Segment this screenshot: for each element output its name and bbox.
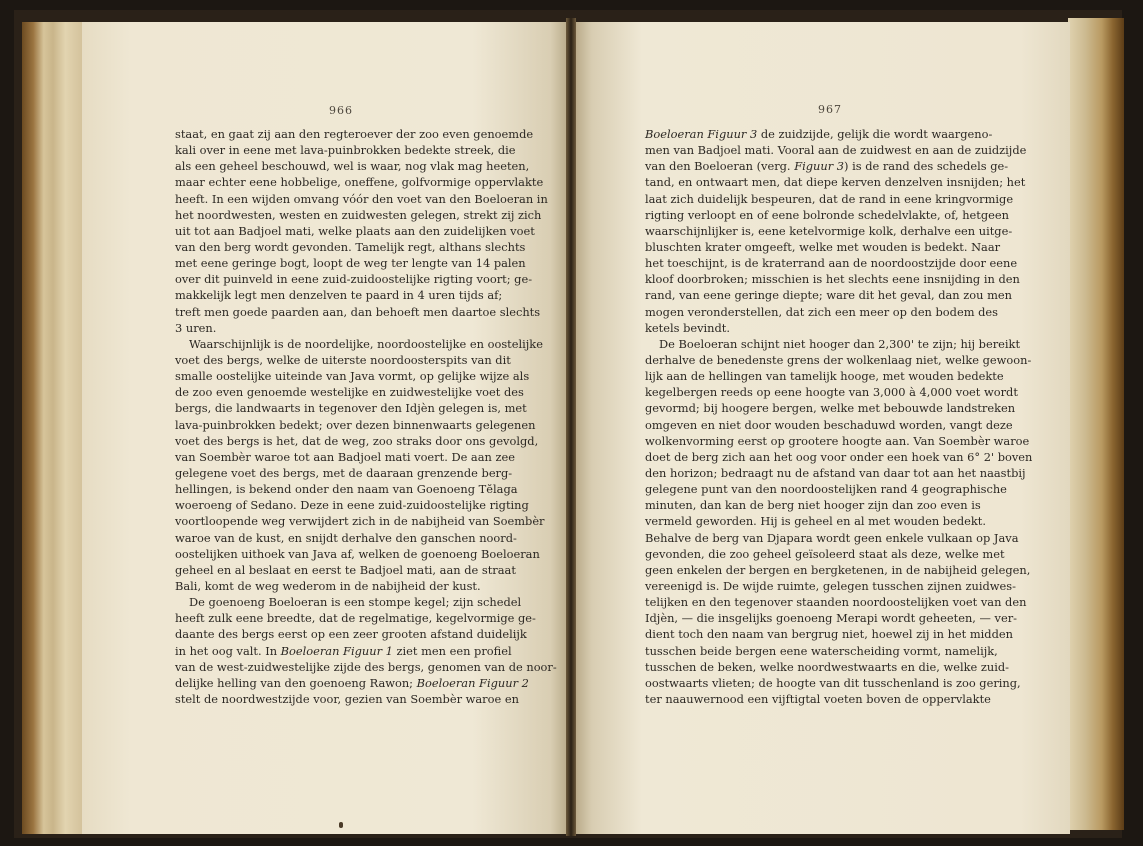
text-line: woeroeng of Sedano. Deze in eene zuid-zuidoostelijke rigting (175, 498, 529, 513)
text-line: bluschten krater omgeeft, welke met wouden is bedekt. Naar (645, 239, 1001, 254)
book-gutter (566, 18, 576, 836)
text-line: kloof doorbroken; misschien is het slechts eene insnijding in den (645, 272, 1020, 287)
right-page-body (645, 126, 1033, 707)
text-line: vereenigd is. De wijde ruimte, gelegen tusschen zijnen zuidwes- (645, 578, 1016, 593)
text-line: kali over in eene met lava-puinbrokken bedekte streek, die (175, 143, 516, 158)
text-line: hellingen, is bekend onder den naam van Goenoeng Tĕlaga (175, 482, 518, 497)
text-line: Waarschijnlijk is de noordelijke, noordoostelijke en oostelijke (189, 336, 543, 351)
figure-reference: Boeloeran Figuur 3 (645, 127, 758, 141)
text-line: dient toch den naam van bergrug niet, hoewel zij in het midden (645, 627, 1013, 642)
text-line (175, 643, 512, 659)
text-fragment: ziet men een profiel (392, 643, 512, 658)
text-fragment: delijke helling van den goenoeng Rawon; (175, 675, 417, 690)
text-line: makkelijk legt men denzelven te paard in 4 uren tijds af; (175, 288, 503, 303)
text-line: waroe van de kust, en snijdt derhalve den ganschen noord- (175, 530, 517, 545)
figure-reference: Figuur 3 (794, 159, 845, 174)
text-line: smalle oostelijke uiteinde van Java vormt, op gelijke wijze als (175, 369, 530, 384)
text-line: rigting verloopt en of eene bolronde schedelvlakte, of, hetgeen (645, 207, 1009, 222)
text-line: voet des bergs, welke de uiterste noordoosterspits van dit (175, 352, 511, 367)
text-line: kegelbergen reeds op eene hoogte van 3,000 à 4,000 voet wordt (645, 385, 1018, 400)
text-line: oostelijken uithoek van Java af, welken de goenoeng Boeloeran (175, 546, 540, 561)
left-page-number: 966 (329, 104, 353, 117)
text-line: men van Badjoel mati. Vooral aan de zuidwest en aan de zuidzijde (645, 143, 1027, 158)
page-edges-left (22, 22, 84, 834)
text-line: stelt de noordwestzijde voor, gezien van Soembèr waroe en (175, 691, 519, 706)
text-line: de zoo even genoemde westelijke en zuidwestelijke voet des (175, 385, 524, 400)
text-line: van Soembèr waroe tot aan Badjoel mati voert. De aan zee (175, 449, 515, 464)
text-line: uit tot aan Badjoel mati, welke plaats aan den zuidelijken voet (175, 223, 535, 238)
text-line: doet de berg zich aan het oog voor onder een hoek van 6° 2' boven (645, 449, 1033, 464)
text-line: bergs, die landwaarts in tegenover den Idjèn gelegen is, met (175, 401, 527, 416)
text-line: met eene geringe bogt, loopt de weg ter lengte van 14 palen (175, 256, 526, 271)
text-line: het toeschijnt, is de kraterrand aan de noordoostzijde door eene (645, 256, 1018, 271)
text-line: voortloopende weg verwijdert zich in de nabijheid van Soembèr (175, 514, 545, 529)
text-fragment: ) is de rand des schedels ge- (844, 159, 1009, 174)
text-line: rand, van eene geringe diepte; ware dit het geval, dan zou men (645, 288, 1012, 303)
text-line: het noordwesten, westen en zuidwesten gelegen, strekt zij zich (175, 207, 542, 222)
text-line: De Boeloeran schijnt niet hooger dan 2,300' te zijn; hij bereikt (659, 336, 1021, 351)
text-line: minuten, dan kan de berg niet hooger zijn dan zoo even is (645, 498, 981, 513)
text-line: lijk aan de hellingen van tamelijk hooge, met wouden bedekte (645, 369, 1004, 384)
text-line: laat zich duidelijk bespeuren, dat de rand in eene kringvormige (645, 191, 1014, 206)
text-line: van de west-zuidwestelijke zijde des bergs, genomen van de noor- (175, 659, 557, 674)
left-page-body (175, 126, 557, 707)
text-line: als een geheel beschouwd, wel is waar, nog vlak mag heeten, (175, 159, 530, 174)
text-line: gelegene punt van den noordoostelijken rand 4 geographische (645, 482, 1007, 497)
text-line: tusschen de beken, welke noordwestwaarts en die, welke zuid- (645, 659, 1009, 674)
text-line: heeft zulk eene breedte, dat de regelmatige, kegelvormige ge- (175, 611, 536, 626)
text-line: geheel en al beslaat en eerst te Badjoel mati, aan de straat (175, 562, 516, 577)
text-line: wolkenvorming eerst op grootere hoogte aan. Van Soembèr waroe (645, 433, 1030, 448)
text-line: tand, en ontwaart men, dat diepe kerven denzelven insnijden; het (645, 175, 1026, 190)
text-line: waarschijnlijker is, eene ketelvormige kolk, derhalve een uitge- (645, 223, 1013, 238)
text-fragment: de zuidzijde, gelijk die wordt waargeno- (757, 127, 993, 141)
text-line: staat, en gaat zij aan den regteroever der zoo even genoemde (175, 127, 534, 141)
text-line: heeft. In een wijden omvang vóór den voet van den Boeloeran in (175, 191, 548, 206)
text-line: ketels bevindt. (645, 320, 731, 335)
right-page-number: 967 (818, 103, 842, 116)
text-line: over dit puinveld in eene zuid-zuidoostelijke rigting voort; ge- (175, 272, 533, 287)
text-line: Idjèn, — die insgelijks goenoeng Merapi wordt geheeten, — ver- (645, 611, 1018, 626)
text-line: Bali, komt de weg wederom in de nabijheid der kust. (175, 578, 481, 593)
text-line: maar echter eene hobbelige, oneffene, golfvormige oppervlakte (175, 175, 544, 190)
text-fragment: in het oog valt. In (175, 643, 281, 658)
text-line (645, 158, 1009, 174)
text-fragment: van den Boeloeran (verg. (645, 159, 795, 174)
text-line: vermeld geworden. Hij is geheel en al met wouden bedekt. (645, 514, 986, 529)
text-line (175, 675, 529, 691)
text-line: treft men goede paarden aan, dan behoeft men daartoe slechts (175, 304, 541, 319)
text-line: ter naauwernood een vijftigtal voeten boven de oppervlakte (645, 691, 991, 706)
text-line: daante des bergs eerst op een zeer grooten afstand duidelijk (175, 627, 527, 642)
text-line: van den berg wordt gevonden. Tamelijk regt, althans slechts (175, 239, 526, 254)
page-edges-right (1068, 18, 1124, 830)
figure-reference: Boeloeran Figuur 1 (280, 643, 393, 658)
text-line: 3 uren. (175, 320, 217, 335)
text-line: tusschen beide bergen eene waterscheiding vormt, namelijk, (645, 643, 998, 658)
text-line: Behalve de berg van Djapara wordt geen enkele vulkaan op Java (645, 530, 1019, 545)
binding-mark (339, 822, 343, 828)
text-line (645, 126, 993, 142)
text-line: derhalve de benedenste grens der wolkenlaag niet, welke gewoon- (645, 352, 1032, 367)
figure-reference: Boeloeran Figuur 2 (416, 675, 529, 690)
text-line: den horizon; bedraagt nu de afstand van daar tot aan het naastbij (645, 465, 1026, 480)
text-line: geen enkelen der bergen en bergketenen, in de nabijheid gelegen, (645, 562, 1031, 577)
text-line: lava-puinbrokken bedekt; over dezen binnenwaarts gelegenen (175, 417, 536, 432)
text-line: omgeven en niet door wouden beschaduwd worden, vangt deze (645, 417, 1013, 432)
text-line: telijken en den tegenover staanden noordoostelijken voet van den (645, 595, 1027, 610)
text-line: voet des bergs is het, dat de weg, zoo straks door ons gevolgd, (175, 433, 539, 448)
text-line: gelegene voet des bergs, met de daaraan grenzende berg- (175, 465, 513, 480)
text-line: mogen veronderstellen, dat zich een meer op den bodem des (645, 304, 998, 319)
text-line: De goenoeng Boeloeran is een stompe kegel; zijn schedel (189, 595, 522, 610)
text-line: gevonden, die zoo geheel geïsoleerd staat als deze, welke met (645, 546, 1005, 561)
text-line: gevormd; bij hoogere bergen, welke met bebouwde landstreken (645, 401, 1016, 416)
text-line: oostwaarts vlieten; de hoogte van dit tusschenland is zoo gering, (645, 675, 1021, 690)
